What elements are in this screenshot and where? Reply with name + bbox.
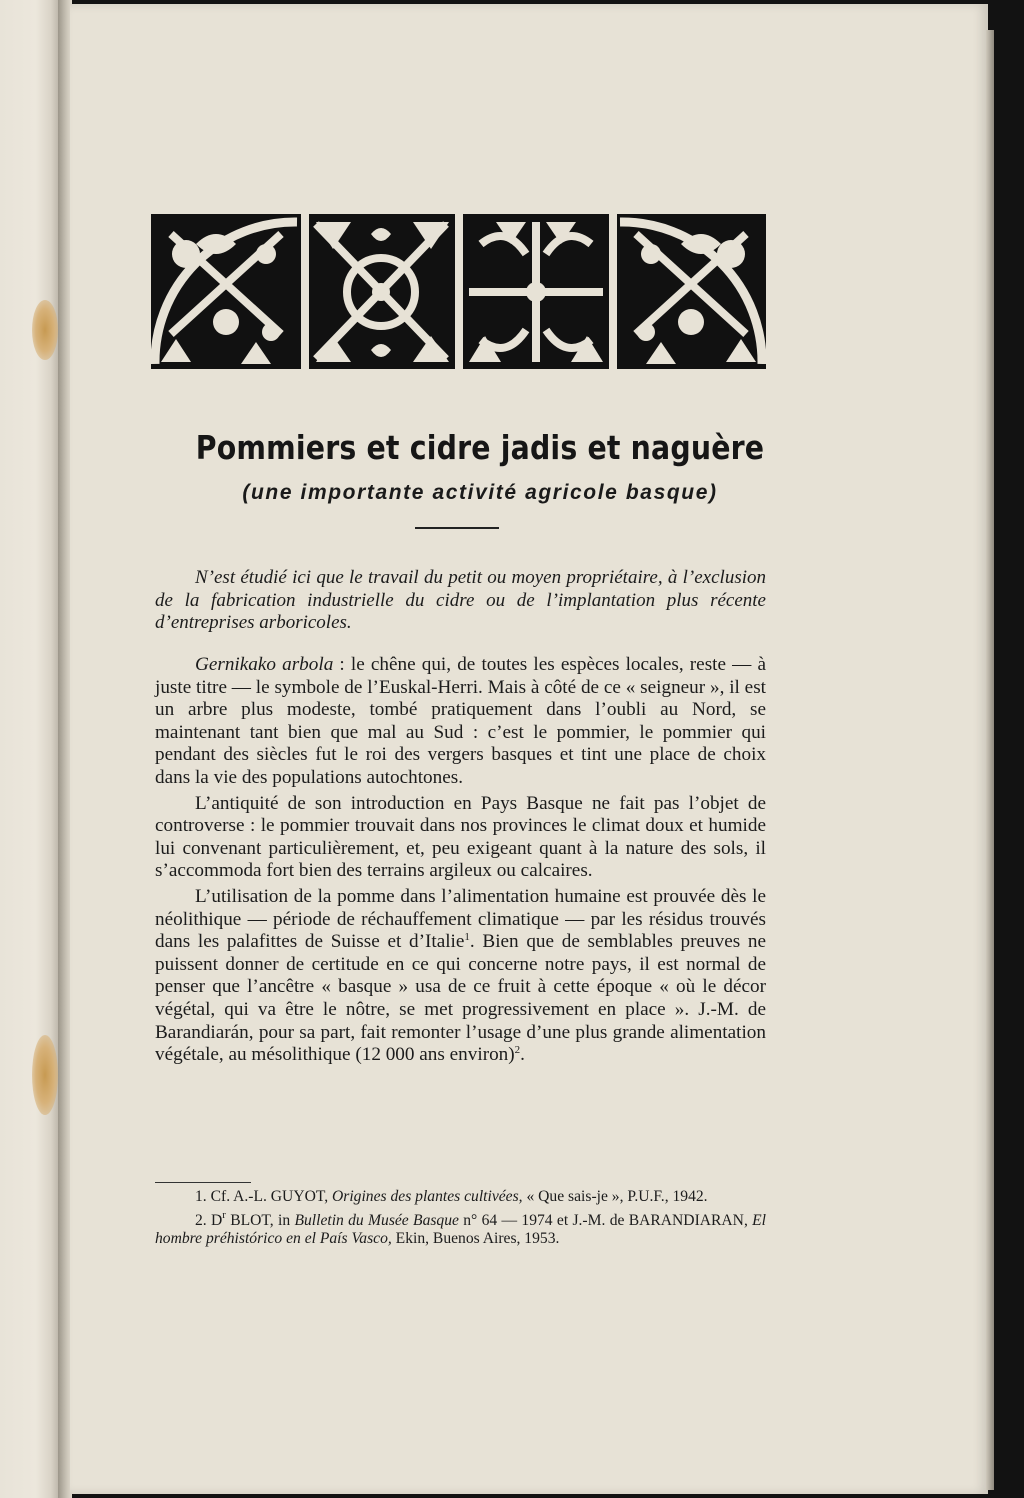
footnote-2 xyxy=(155,1209,767,1248)
basque-term: Gernikako arbola xyxy=(195,654,334,675)
footnote-2-mid: n° 64 — 1974 et J.-M. de BARANDIARAN, xyxy=(458,1212,753,1230)
footnote-ref-1[interactable]: 1 xyxy=(464,931,470,944)
page-title: Pommiers et cidre jadis et naguère xyxy=(195,428,765,467)
paragraph-3-text-b: . Bien que de semblables preuves ne puissent donner de certitude en ce qui concerne notre pays, il est normal de penser que l’ancêtre « basque » usa de ce fruit à cette époque « où le décor végétal, qui va être le nôtre, se met progressivement en place ». J.-M. de Barandiarán, pour sa part, fait remonter l’usage d’une plus grande alimentation végétale, au mésolithique (12 000 ans environ) xyxy=(155,931,766,1066)
footnote-2-title-1: Bulletin du Musée Basque xyxy=(294,1212,459,1230)
page-edge-shadow xyxy=(986,30,994,1490)
footnotes xyxy=(155,1188,766,1255)
footnote-1-title: Origines des plantes cultivées, xyxy=(332,1188,523,1205)
paragraph-1 xyxy=(155,654,766,790)
footnote-2-sup: r xyxy=(222,1209,226,1222)
age-stain xyxy=(32,300,58,360)
paragraph-3 xyxy=(155,886,766,1067)
page-subtitle: (une importante activité agricole basque) xyxy=(242,481,718,504)
paragraph-3-text-c: . xyxy=(520,1044,525,1066)
body-text xyxy=(155,654,766,1067)
footnote-divider xyxy=(155,1182,251,1183)
basque-geometric-frieze-icon xyxy=(151,214,766,369)
title-divider xyxy=(415,527,499,529)
footnote-2-author: BLOT, in xyxy=(225,1212,295,1230)
footnote-2-prefix: 2. D xyxy=(195,1212,223,1230)
footnote-1-publisher: « Que sais-je », P.U.F., 1942. xyxy=(522,1188,708,1205)
age-stain xyxy=(32,1035,58,1115)
footnote-1-author: 1. Cf. A.-L. GUYOT, xyxy=(195,1188,333,1205)
intro-paragraph xyxy=(155,567,766,635)
paragraph-2: L’antiquité de son introduction en Pays Basque ne fait pas l’objet de controverse : le pommier trouvait dans nos provinces le climat doux et humide lui convenant particulièrement, et, peu exigeant quant à la nature des sols, il s’accommoda fort bien des terrains argileux ou calcaires. xyxy=(155,792,766,882)
paragraph-1-text: : le chêne qui, de toutes les espèces locales, reste — à juste titre — le symbole de l’Euskal-Herri. Mais à côté de ce « seigneur », il est un arbre plus modeste, tombé pratiquement dans l’oubli au Nord, se maintenant tant bien que mal au Sud : c’est le pommier, le pommier qui pendant des siècles fut le roi des vergers basques et tint une place de choix dans la vie des populations autochtones. xyxy=(155,654,766,788)
footnote-2-title-2: El hombre préhistórico en el País Vasco, xyxy=(155,1212,767,1248)
footnote-ref-2[interactable]: 2 xyxy=(514,1044,521,1057)
paragraph-3-text-a: L’utilisation de la pomme dans l’alimentation humaine est prouvée dès le néolithique — période de réchauffement climatique — par les résidus trouvés dans les palafittes de Suisse et d’Italie xyxy=(155,885,766,953)
footnote-1 xyxy=(155,1188,766,1206)
footnote-2-end: Ekin, Buenos Aires, 1953. xyxy=(391,1230,560,1248)
intro-text: N’est étudié ici que le travail du petit ou moyen propriétaire, à l’exclusion de la fabrication industrielle du cidre ou de l’implantation plus récente d’entreprises arboricoles. xyxy=(155,567,766,634)
facing-page-edge xyxy=(0,0,60,1498)
